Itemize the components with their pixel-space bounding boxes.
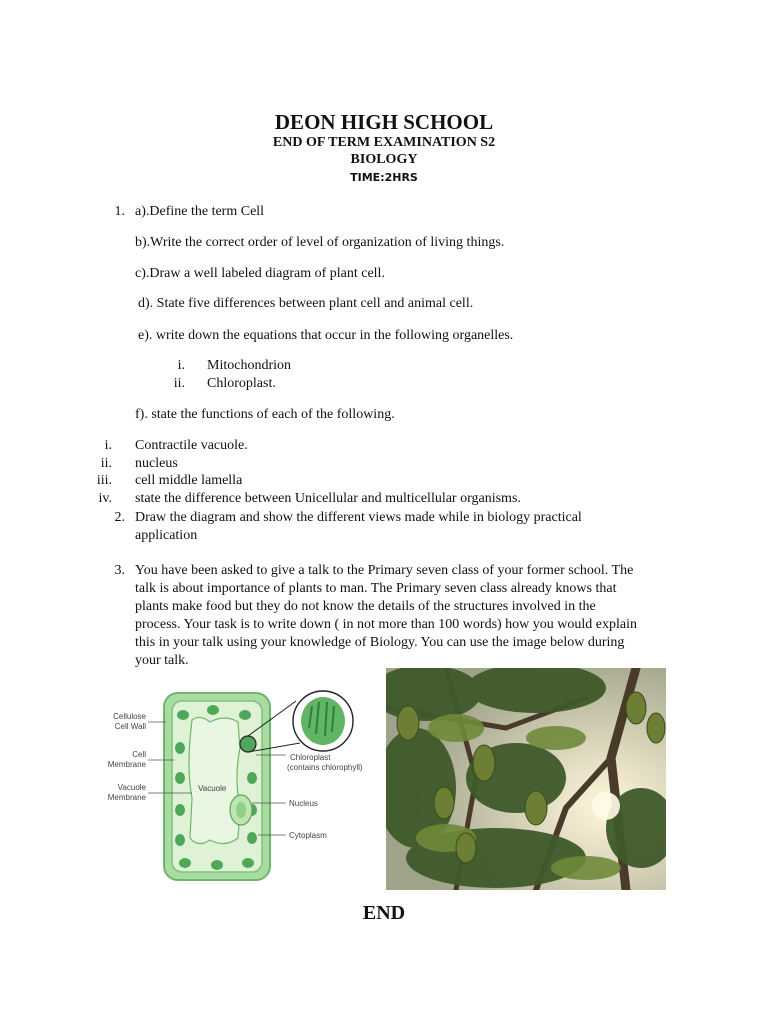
q3-text-line: this in your talk using your knowledge of Biology. You can use the image below during xyxy=(135,635,625,650)
q3-text-line: your talk. xyxy=(135,653,189,668)
subject-title: BIOLOGY xyxy=(350,152,418,167)
label-chloroplast: Chloroplast xyxy=(290,753,331,762)
exam-title: END OF TERM EXAMINATION S2 xyxy=(272,135,496,150)
q1-part-a: a).Define the term Cell xyxy=(135,204,265,219)
q1-part-f: f). state the functions of each of the following. xyxy=(135,407,395,422)
q1-part-d: d). State five differences between plant cell and animal cell. xyxy=(138,296,474,311)
e-item-text: Chloroplast. xyxy=(207,376,276,391)
label-vacuole: Vacuole xyxy=(198,784,227,793)
mango-tree-photo xyxy=(386,668,666,890)
label-cell: Cell xyxy=(132,750,146,759)
label-cell-wall: Cell Wall xyxy=(114,722,146,731)
f-item-number: ii. xyxy=(100,456,112,471)
f-item-number: iv. xyxy=(98,491,112,506)
q2-text-line: application xyxy=(135,528,198,543)
f-item-text: state the difference between Unicellular and multicellular organisms. xyxy=(135,491,521,506)
f-item-number: i. xyxy=(104,438,112,453)
e-item-text: Mitochondrion xyxy=(207,358,291,373)
f-item-text: Contractile vacuole. xyxy=(135,438,248,453)
q2-text-line: Draw the diagram and show the different views made while in biology practical xyxy=(135,510,582,525)
nucleolus xyxy=(236,802,246,818)
label-chloroplast-note: (contains chlorophyll) xyxy=(287,763,363,772)
f-item-text: nucleus xyxy=(135,456,178,471)
e-item-number: i. xyxy=(177,358,185,373)
f-item-text: cell middle lamella xyxy=(135,473,243,488)
q3-text-line: You have been asked to give a talk to the Primary seven class of your former school. The xyxy=(135,563,634,578)
q1-part-e: e). write down the equations that occur in the following organelles. xyxy=(138,328,514,343)
label-nucleus: Nucleus xyxy=(289,799,318,808)
plant-cell-diagram xyxy=(100,688,380,888)
end-marker: END xyxy=(362,902,406,924)
chloroplast-zoom-body xyxy=(301,697,345,745)
q3-text-line: process. Your task is to write down ( in not more than 100 words) how you would explain xyxy=(135,617,638,632)
label-membrane: Membrane xyxy=(107,760,146,769)
q3-number: 3. xyxy=(114,563,125,578)
q1-number: 1. xyxy=(114,204,125,219)
q2-number: 2. xyxy=(114,510,125,525)
label-vacuole-membrane-2: Membrane xyxy=(107,793,146,802)
label-cytoplasm: Cytoplasm xyxy=(289,831,327,840)
q1-part-b: b).Write the correct order of level of organization of living things. xyxy=(135,235,505,250)
q3-text-line: talk is about importance of plants to man. The Primary seven class already knows that xyxy=(135,581,617,596)
vacuole xyxy=(189,717,240,843)
exam-duration: TIME:2HRS xyxy=(350,171,418,184)
school-name: DEON HIGH SCHOOL xyxy=(274,110,494,134)
f-item-number: iii. xyxy=(96,473,112,488)
q1-part-c: c).Draw a well labeled diagram of plant cell. xyxy=(135,266,385,281)
q3-text-line: plants make food but they do not know the details of the structures involved in the xyxy=(135,599,596,614)
e-item-number: ii. xyxy=(173,376,185,391)
label-vacuole-membrane-1: Vacuole xyxy=(117,783,146,792)
highlighted-chloroplast xyxy=(240,736,256,752)
label-cellulose: Cellulose xyxy=(113,712,146,721)
